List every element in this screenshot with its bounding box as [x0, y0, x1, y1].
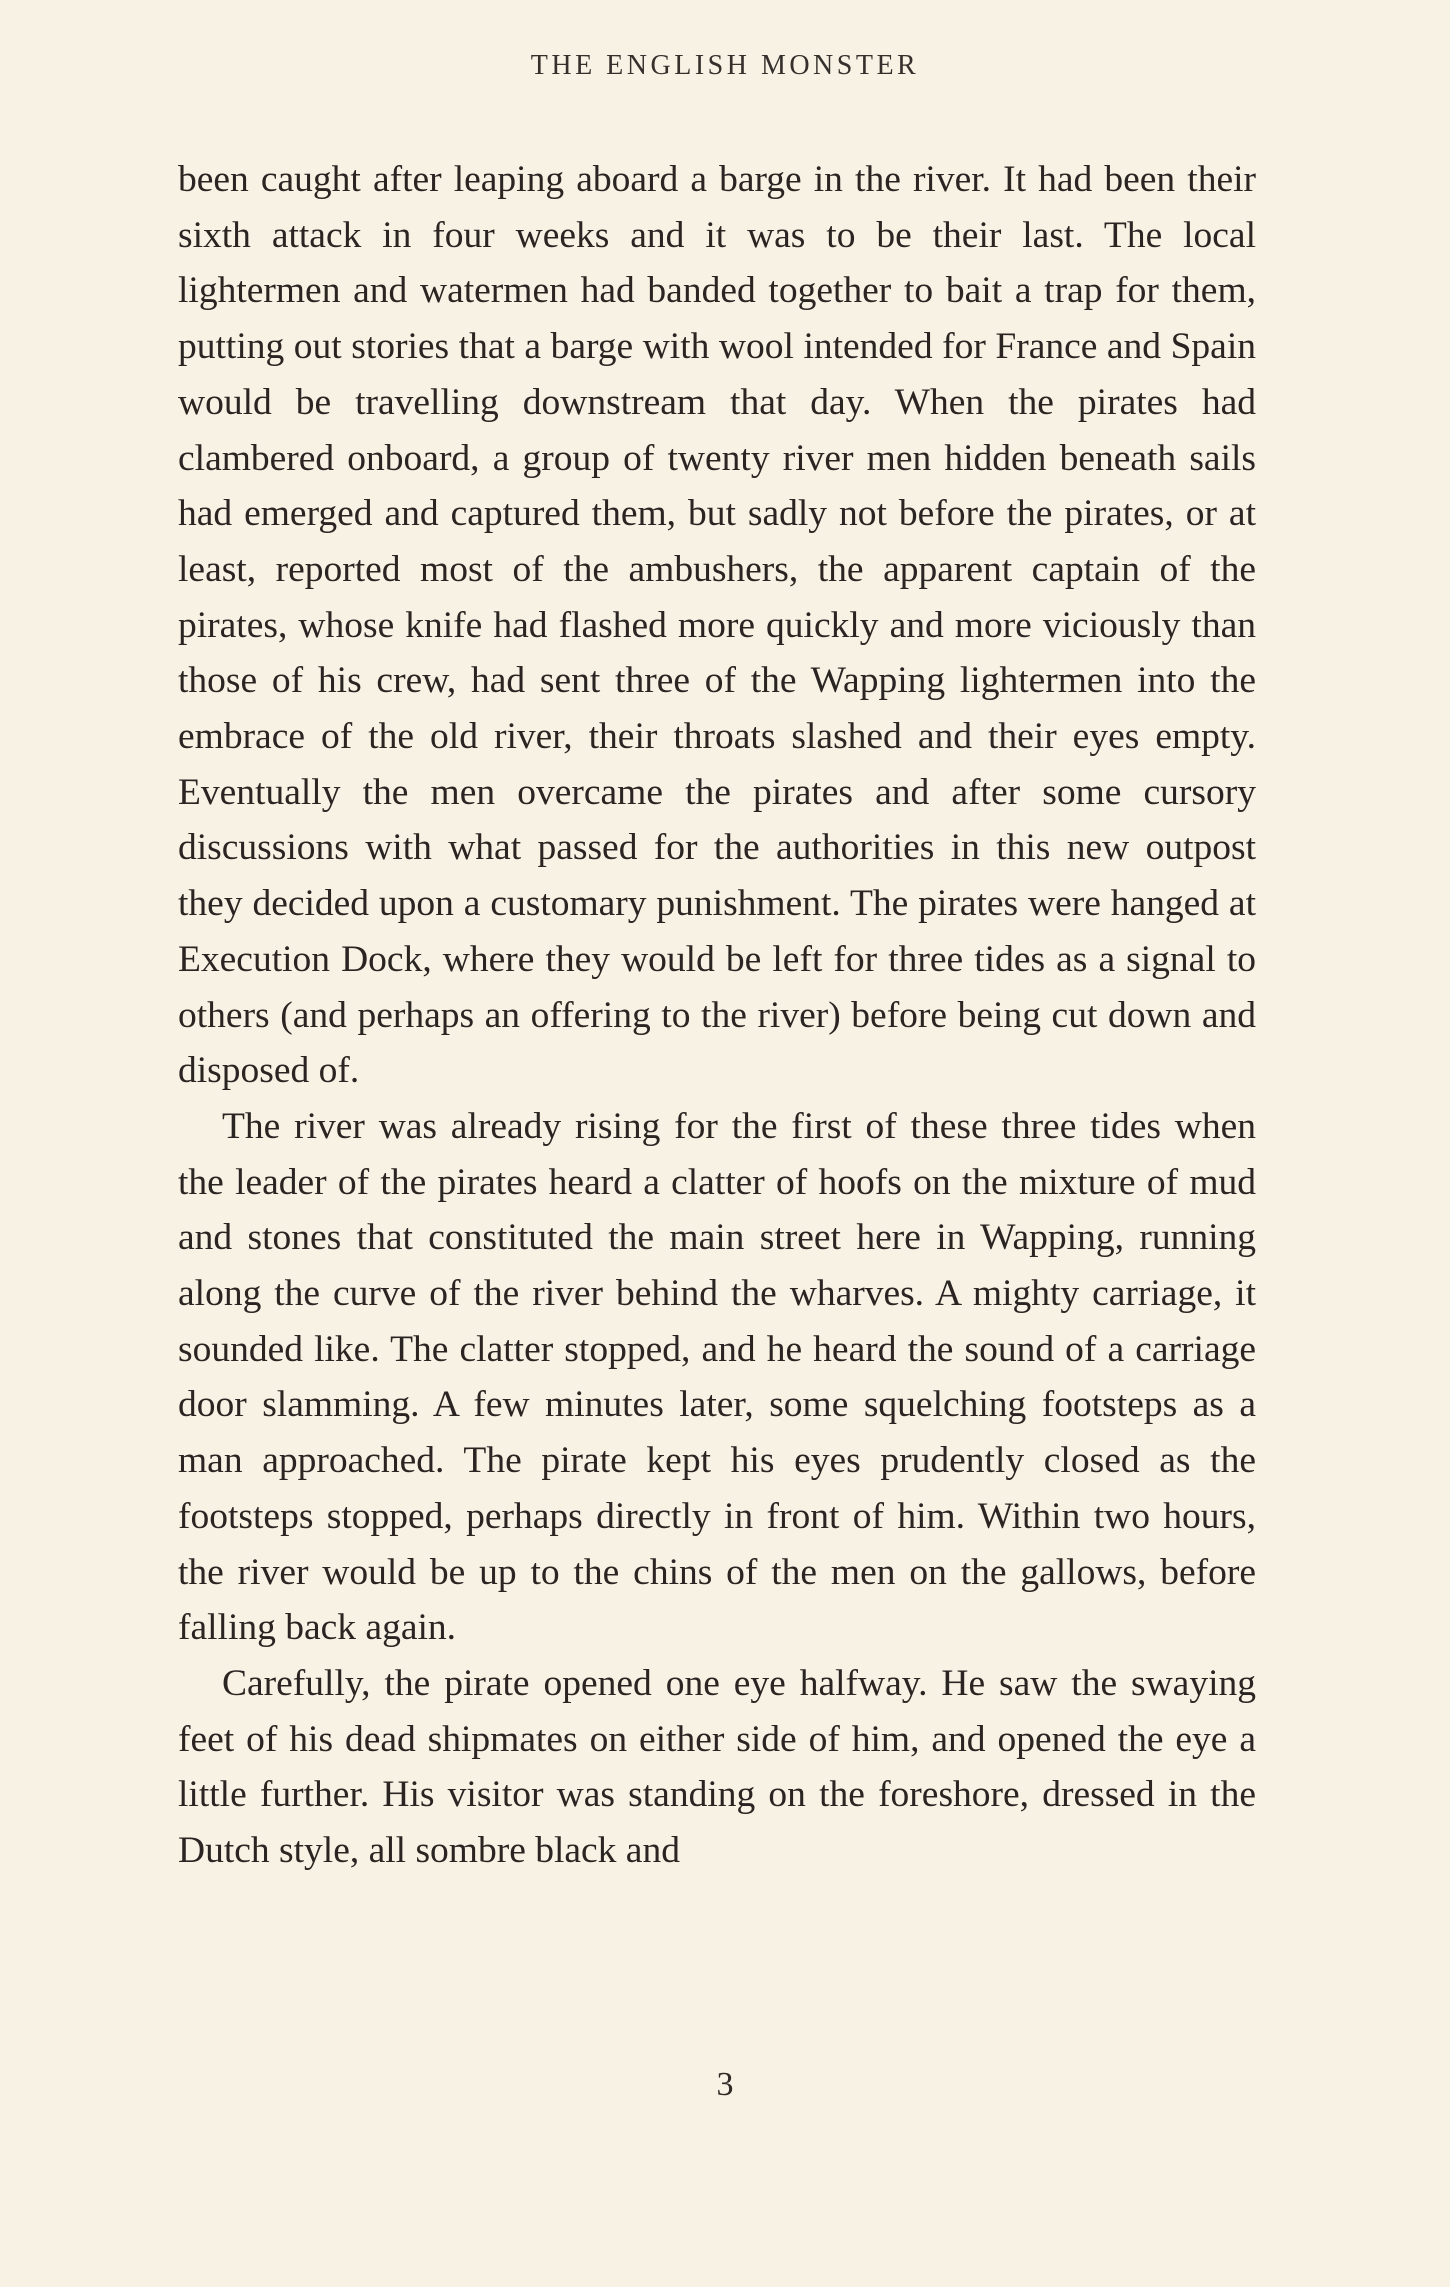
paragraph-continued: been caught after leaping aboard a barge in the river. It had been their sixth attack in four weeks and it was to be their last. The local lightermen and watermen had banded together to bait a trap for them, putting out stories that a barge with wool intended for France and Spain would be travelling downstream that day. When the pirates had clambered onboard, a group of twenty river men hidden beneath sails had emerged and captured them, but sadly not before the pirates, or at least, reported most of the ambushers, the apparent captain of the pirates, whose knife had flashed more quickly and more viciously than those of his crew, had sent three of the Wapping lightermen into the embrace of the old river, their throats slashed and their eyes empty. Eventually the men overcame the pirates and after some cursory discussions with what passed for the authorities in this new outpost they decided upon a customary punishment. The pirates were hanged at Execution Dock, where they would be left for three tides as a signal to others (and perhaps an offering to the river) before being cut down and disposed of.	[178, 159, 1256, 1092]
paragraph: The river was already rising for the first of these three tides when the leader of the pirates heard a clatter of hoofs on the mixture of mud and stones that constituted the main street here in Wapping, running along the curve of the river behind the wharves. A mighty carriage, it sounded like. The clatter stopped, and he heard the sound of a carriage door slamming. A few minutes later, some squelching footsteps as a man approached. The pirate kept his eyes prudently closed as the footsteps stopped, perhaps directly in front of him. Within two hours, the river would be up to the chins of the men on the gallows, before falling back again.	[178, 1105, 1256, 1649]
page-number: 3	[716, 2066, 734, 2103]
running-head-title: THE ENGLISH MONSTER	[530, 50, 920, 81]
body-text	[178, 152, 1256, 1879]
paragraph: Carefully, the pirate opened one eye halfway. He saw the swaying feet of his dead shipmates on either side of him, and opened the eye a little further. His visitor was standing on the foreshore, dressed in the Dutch style, all sombre black and	[178, 1662, 1256, 1872]
